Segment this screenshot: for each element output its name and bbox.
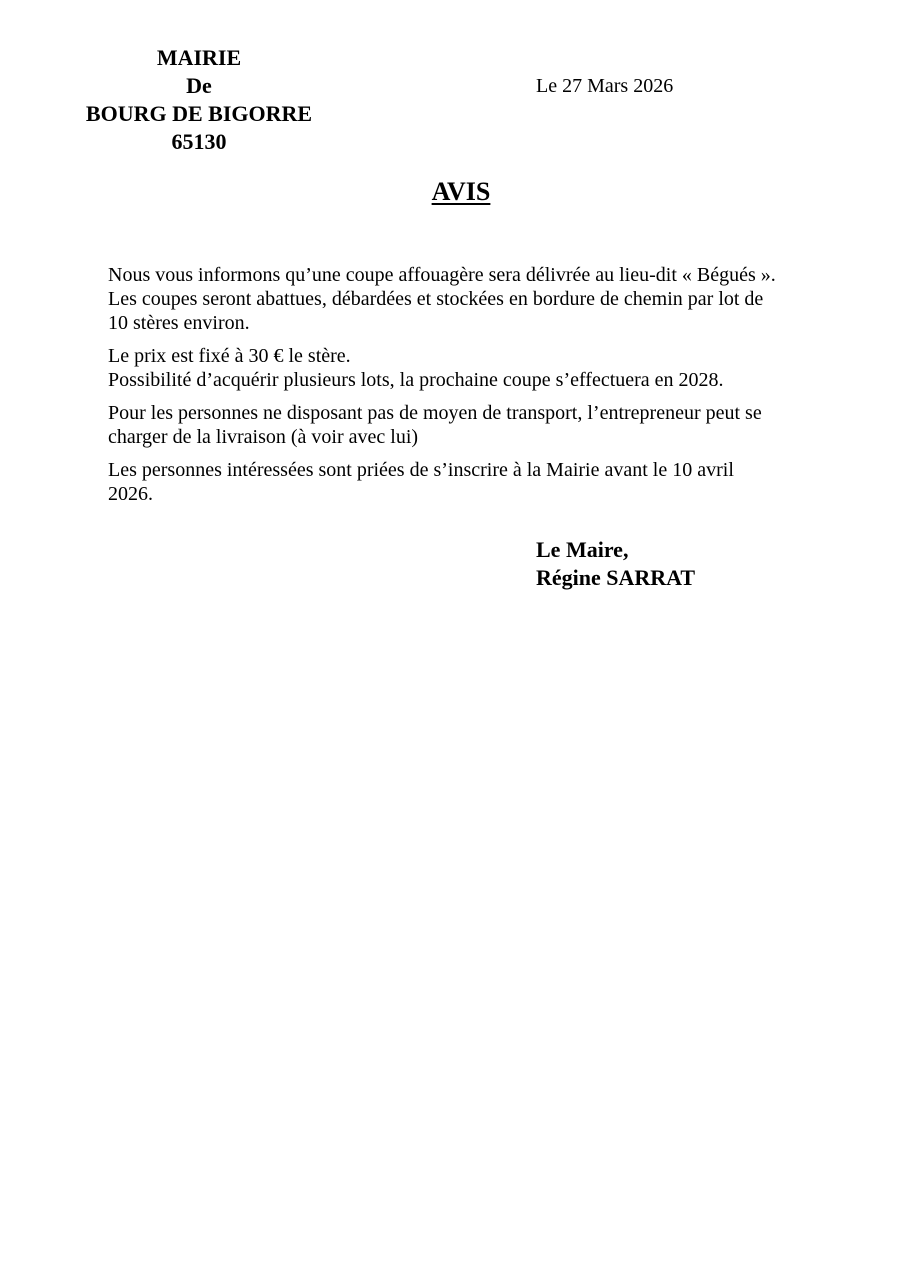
header-line-de: De — [186, 73, 212, 98]
paragraph-line: 10 stères environ. — [108, 312, 250, 334]
document-date: Le 27 Mars 2026 — [536, 75, 674, 97]
notice-body — [108, 263, 820, 515]
paragraph-inscription — [108, 458, 820, 506]
signature-block — [536, 536, 695, 592]
paragraph-prix — [108, 344, 820, 392]
paragraph-line: Possibilité d’acquérir plusieurs lots, la prochaine coupe s’effectuera en 2028. — [108, 369, 724, 391]
paragraph-line: Le prix est fixé à 30 € le stère. — [108, 345, 351, 367]
paragraph-line: Nous vous informons qu’une coupe affouagère sera délivrée au lieu-dit « Bégués ». — [108, 264, 776, 286]
paragraph-line: 2026. — [108, 483, 153, 505]
paragraph-line: charger de la livraison (à voir avec lui) — [108, 426, 419, 448]
paragraph-line: Les personnes intéressées sont priées de s’inscrire à la Mairie avant le 10 avril — [108, 459, 734, 481]
header-line-postal-code: 65130 — [171, 129, 227, 154]
page-title: AVIS — [431, 177, 491, 206]
mairie-header — [78, 44, 320, 156]
signature-role: Le Maire, — [536, 537, 629, 562]
header-line-mairie: MAIRIE — [156, 45, 242, 70]
header-line-commune: BOURG DE BIGORRE — [85, 101, 313, 126]
paragraph-coupe — [108, 263, 820, 335]
paragraph-line: Les coupes seront abattues, débardées et stockées en bordure de chemin par lot de — [108, 288, 764, 310]
paragraph-line: Pour les personnes ne disposant pas de moyen de transport, l’entrepreneur peut se — [108, 402, 762, 424]
signature-name: Régine SARRAT — [536, 565, 696, 590]
paragraph-transport — [108, 401, 820, 449]
